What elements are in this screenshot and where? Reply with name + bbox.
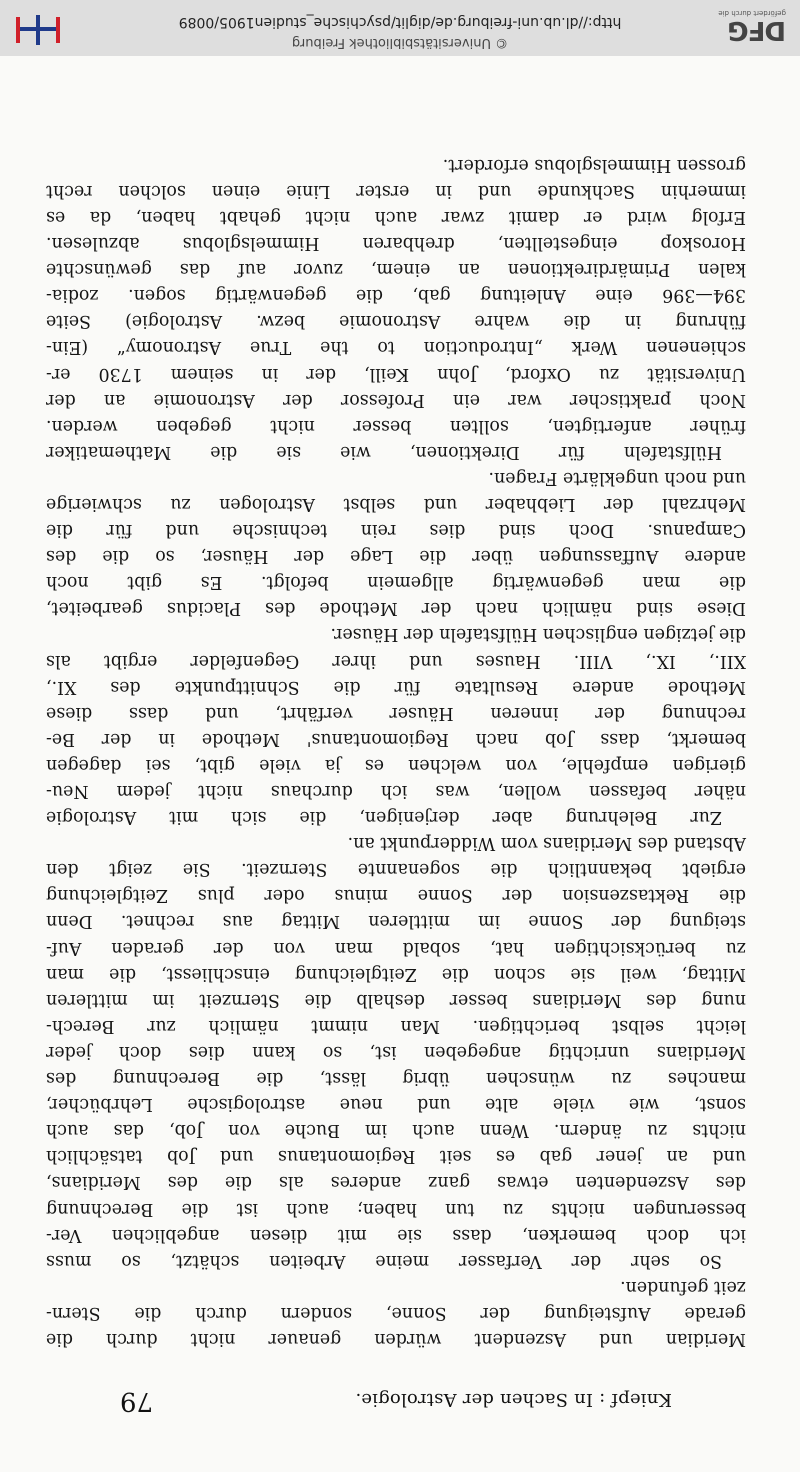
text-line: Campanus. Doch sind dies rein technische und für die [46,520,746,541]
dfg-logo-text: DFG [728,15,786,45]
text-line: steigung der Sonne im mittleren Mittag aus rechnet. Denn [46,911,746,932]
text-line: Mehrzahl der Liebhaber und selbst Astrologen zu schwierige [46,494,746,514]
text-line: XII., IX., VIII. Hauses und ihrer Gegenfelder ergibt als [46,650,746,671]
text-line: bemerkt, dass Job nach Regiomontanus' Methode in der Be- [46,728,746,749]
text-line: grossen Himmelsglobus erfordert. [442,154,746,175]
copyright-notice: © Universitätsbibliothek Freiburg [291,35,509,50]
text-line: gierigen empfehle, von welchen es ja viele gibt, sei dagegen [46,754,746,775]
text-line: sonst, wie viele alte und neue astrologische Lehrbücher, [46,1094,746,1115]
text-line: Methode andere Resultate für die Schnittpunkte des XI., [46,676,746,697]
text-line: zeit gefunden. [620,1276,746,1297]
text-line: früher anfertigten, sollten besser nicht gegeben werden. [46,415,746,436]
text-line: Zur Belehrung aber derjenigen, die sich mit Astrologie [46,807,722,828]
source-url[interactable]: http://dl.ub.uni-freiburg.de/diglit/psychische_studien1905/0089 [178,14,622,30]
text-line: Noch praktischer war ein Professor der Astronomie an der [46,389,746,410]
text-line: und an jener gab es seit Regiomontanus und Job tatsächlich [46,1146,746,1167]
text-line: leicht selbst berichtigen. Man nimmt nämlich zur Berech- [46,1015,746,1036]
university-library-logo-icon [14,15,62,45]
text-line: ergiebt bekanntlich die sogenannte Sternzeit. Sie zeigt den [46,859,746,880]
text-line: des Aszendenten etwas ganz anderes als die des Meridians, [46,1172,746,1193]
text-line: Abstand des Meridians vom Widderpunkt an. [347,833,746,854]
text-line: andere Auffassungen über die Lage der Häuser, so die des [46,546,746,567]
text-line: die man gegenwärtig allgemein befolgt. Es gibt noch [46,572,746,593]
text-line: Meridians unrichtig angegeben ist, so kann dies doch jeder [46,1041,746,1062]
text-line: kalen Primärdirektionen an einem, zuvor auf das gewünschte [46,259,746,280]
text-line: gerade Aufsteigung der Sonne, sondern durch die Stern- [46,1302,746,1323]
text-line: Universität zu Oxford, John Keill, der in seinem 1730 er- [46,363,746,384]
page-header [120,1376,672,1416]
text-line: näher befassen wollen, was ich durchaus nicht jedem Neu- [46,781,746,802]
body-text [46,152,746,1352]
text-line: nichts zu ändern. Wenn auch im Buche von Job, das auch [46,1120,746,1141]
text-line: besserungen nichts zu tun haben; auch ist die Berechnung [46,1198,746,1219]
text-line: Hülfstafeln für Direktionen, wie sie die Mathematiker [46,441,722,462]
text-line: schienenen Werk „Introduction to the True Astronomy“ (Ein- [46,337,746,358]
running-head: Kniepf : In Sachen der Astrologie. [355,1389,672,1410]
text-line: Erfolg wird er damit zwar auch nicht gehabt haben, da es [46,206,746,227]
text-line: ich doch bemerken, dass sie mit diesen angeblichen Ver- [46,1224,746,1245]
text-line: zu berücksichtigen hat, sobald man von der geraden Auf- [46,937,746,958]
text-line: Mittag, weil sie schon die Zeitgleichung einschliesst, die man [46,963,746,984]
text-line: nung des Meridians besser deshalb die Sternzeit im mittleren [46,989,746,1010]
text-line: Horoskop eingestellten, drehbaren Himmelsglobus abzulesen. [46,233,746,254]
text-line: manches zu wünschen übrig lässt, die Berechnung des [46,1068,746,1089]
text-line: Diese sind nämlich nach der Methode des Placidus gearbeitet, [46,598,746,619]
dfg-logo-subtext: gefördert durch die [718,9,786,17]
text-line: die jetzigen englischen Hülfstafeln der Häuser. [330,624,746,645]
text-line: die Rektaszension der Sonne minus oder plus Zeitgleichung [46,885,746,906]
text-line: Meridian und Aszendent würden genauer nicht durch die [46,1329,746,1349]
page-number: 79 [120,1386,154,1416]
text-line: 394—396 eine Anleitung gab, die gegenwärtig sogen. zodia- [46,285,746,306]
text-line: rechnung der inneren Häuser verfährt, und dass diese [46,702,746,723]
text-line: führung in die wahre Astronomie bezw. Astrologie) Seite [46,311,746,332]
text-line: immerhin Sachkunde und in erster Linie einen solchen recht [46,180,746,201]
library-footer-bar [0,0,800,56]
text-line: So sehr der Verfasser meine Arbeiten schätzt, so muss [46,1250,722,1271]
text-line: und noch ungeklärte Fragen. [488,467,746,488]
